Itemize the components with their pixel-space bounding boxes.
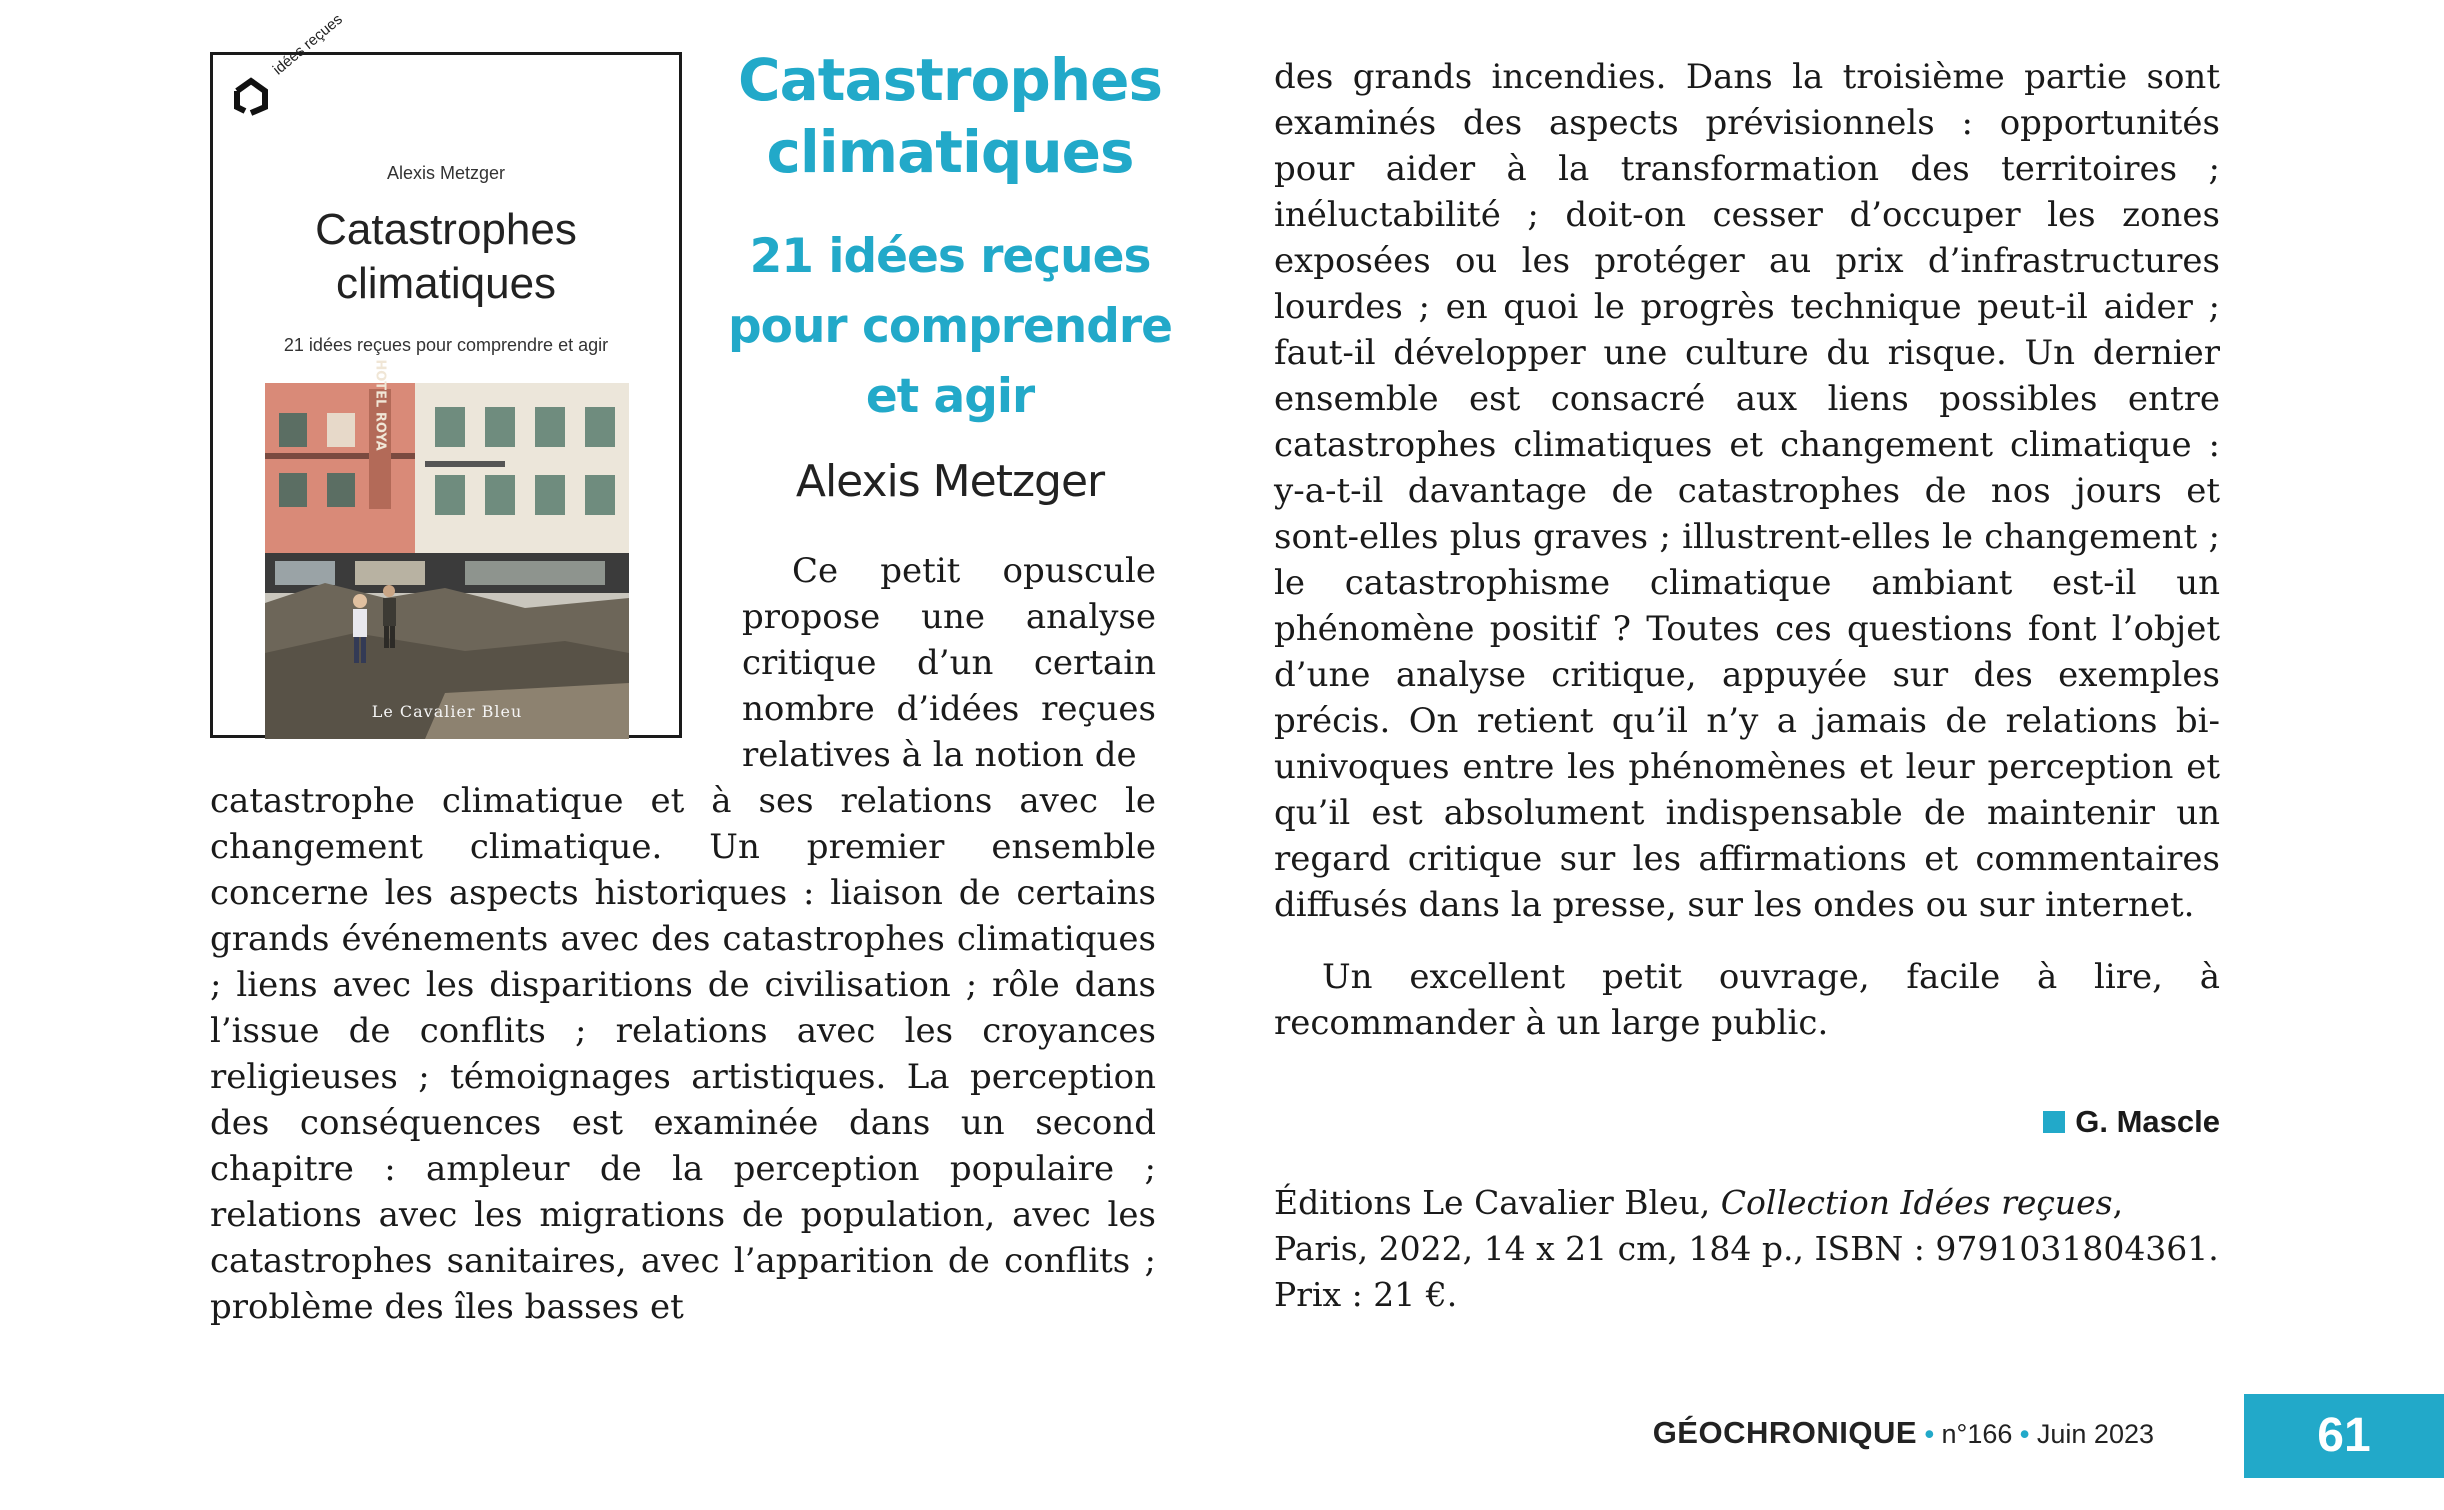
bibliographic-reference [1274, 1180, 2224, 1318]
cover-photo [265, 359, 629, 739]
article-title-line-1: Catastrophes [738, 46, 1162, 114]
idees-recues-logo-icon [231, 77, 271, 117]
article-title-line-2: climatiques [766, 118, 1134, 186]
cover-publisher: Le Cavalier Bleu [371, 702, 523, 721]
issue-date: Juin 2023 [2036, 1419, 2154, 1449]
closing-paragraph: Un excellent petit ouvrage, facile à lire, à recommander à un large public. [1274, 957, 2220, 1043]
cover-title-line-1: Catastrophes [315, 205, 577, 254]
journal-name: GÉOCHRONIQUE [1652, 1415, 1918, 1450]
article-author: Alexis Metzger [795, 456, 1105, 507]
flooded-street-photo [265, 359, 629, 739]
biblio-details: , Paris, 2022, 14 x 21 cm, 184 p., ISBN : 9791031804361. Prix : 21 €. [1274, 1183, 2219, 1314]
cover-logo-text: idées reçues [269, 10, 346, 79]
reviewer-signature [1274, 1104, 2220, 1140]
cover-title-line-2: climatiques [335, 259, 557, 308]
article-subtitle-line-2: pour comprendre [728, 299, 1172, 354]
issue-number: n°166 [1941, 1419, 2013, 1449]
cover-subtitle: 21 idées reçues pour comprendre et agir [283, 335, 609, 355]
page-number: 61 [2244, 1394, 2444, 1478]
cover-author: Alexis Metzger [386, 163, 506, 183]
article-subtitle-line-3: et agir [865, 369, 1035, 424]
page-footer [1653, 1415, 2154, 1451]
biblio-publisher: Éditions Le Cavalier Bleu, [1274, 1183, 1721, 1222]
separator-dot-icon: • [2019, 1419, 2030, 1449]
hotel-sign-text: HOTEL ROYA [372, 359, 388, 451]
reviewer-name: G. Mascle [2075, 1104, 2220, 1139]
article-subtitle [720, 222, 1180, 432]
intro-paragraph: Ce petit opuscule propose une analyse critique d’un certain nombre d’idées reçues relatives à la notion de [742, 551, 1156, 775]
book-cover [210, 10, 682, 738]
article-title [720, 44, 1180, 188]
square-bullet-icon [2043, 1111, 2065, 1133]
cover-title [213, 203, 679, 311]
left-column-text: catastrophe climatique et à ses relations avec le changement climatique. Un premier ensemble concerne les aspects historiques : liaison de certains grands événements avec des catastrophes climatiques ; liens avec les disparitions de civilisation ; rôle dans l’issue de conflits ; relations avec les croyances religieuses ; témoignages artistiques. La perception des conséquences est examinée dans un second chapitre : ampleur de la perception populaire ; relations avec les migrations de population, avec les catastrophes sanitaires, avec l’apparition de conflits ; problème des îles basses et [210, 781, 1156, 1327]
separator-dot-icon: • [1924, 1419, 1935, 1449]
biblio-collection: Collection Idées reçues [1720, 1183, 2113, 1222]
right-column-text: des grands incendies. Dans la troisième partie sont examinés des aspects prévisionnels : opportunités pour aider à la transformation des territoires ; inéluctabilité ; doit-on cesser d’occuper les zones exposées ou les protéger au prix d’infrastructures lourdes ; en quoi le progrès technique peut-il aider ; faut-il développer une culture du risque. Un dernier ensemble est consacré aux liens possibles entre catastrophes climatiques et changement climatique : y-a-t-il davantage de catastrophes de nos jours et sont-elles plus graves ; illustrent-elles le changement ; le catastrophisme climatique ambiant est-il un phénomène positif ? Toutes ces questions font l’objet d’une analyse critique, appuyée sur des exemples précis. On retient qu’il n’y a jamais de relations bi-univoques entre les phénomènes et leur perception et qu’il est absolument indispensable de maintenir un regard critique sur les affirmations et commentaires diffusés dans la presse, sur les ondes ou sur internet. [1274, 57, 2220, 925]
article-subtitle-line-1: 21 idées reçues [749, 229, 1151, 284]
